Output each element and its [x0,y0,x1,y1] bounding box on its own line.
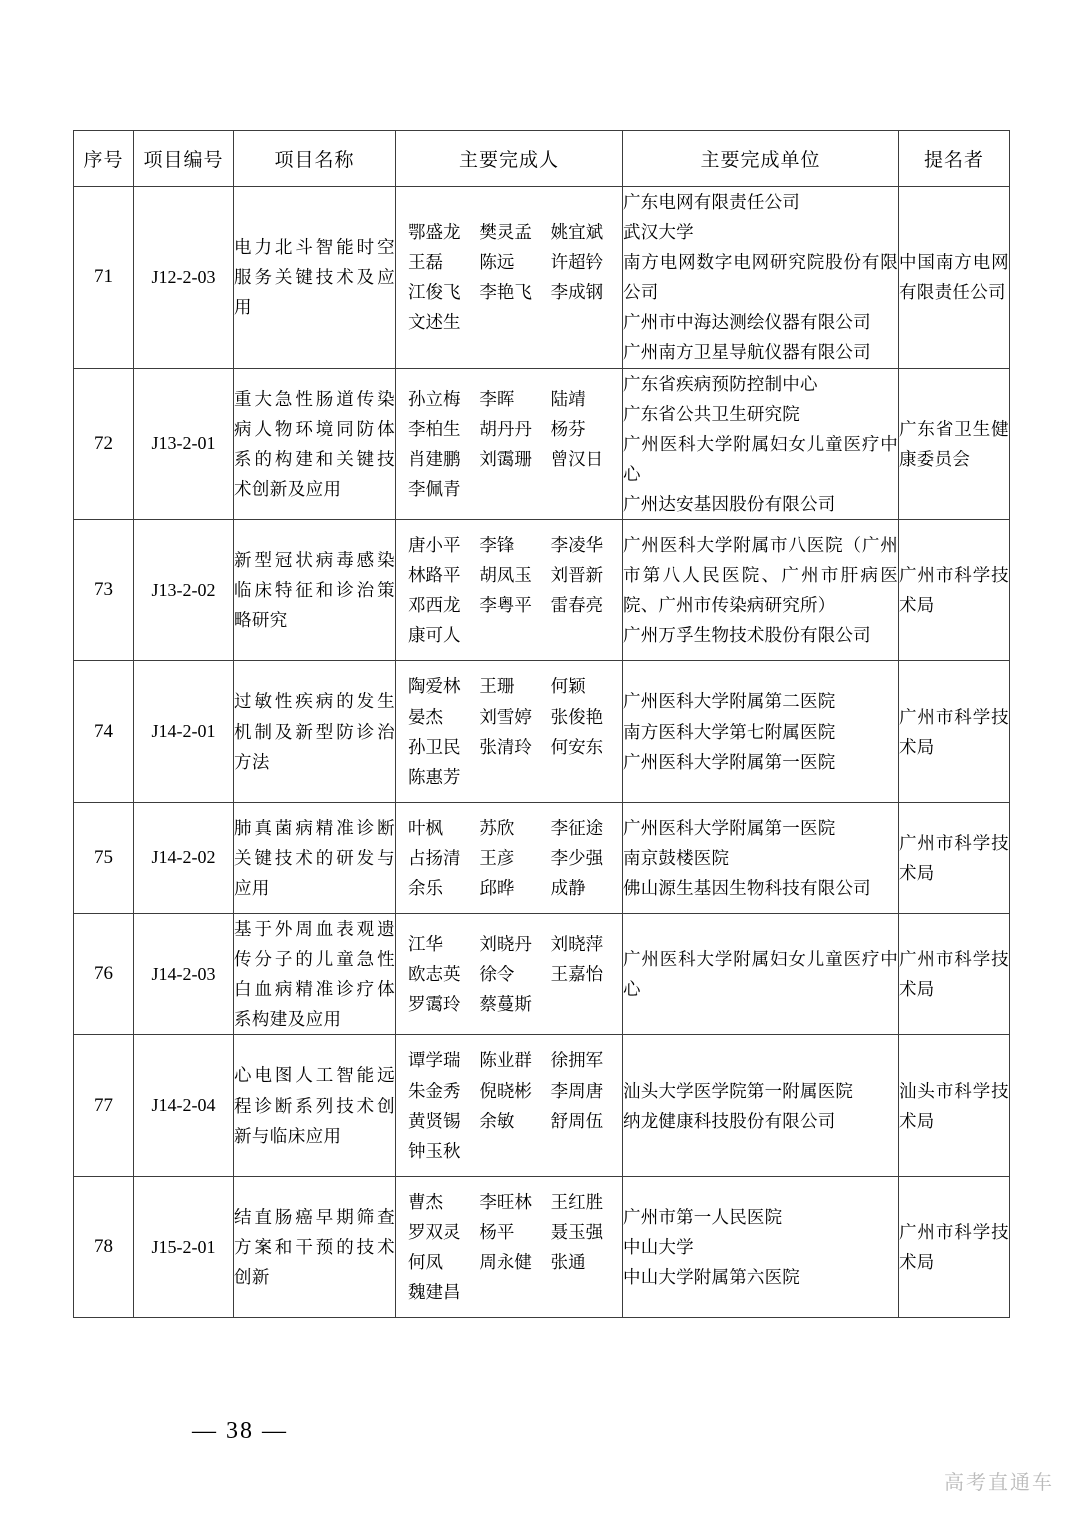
cell-nominator: 广州市科学技术局 [899,661,1010,802]
person-name: 魏建昌 [408,1282,461,1303]
person-name: 叶枫 [408,817,443,838]
cell-units [623,914,899,1035]
person-name: 李晖 [479,388,515,409]
cell-nominator: 汕头市科学技术局 [899,1035,1010,1176]
person-name: 肖建鹏 [408,448,461,469]
person-name: 张清玲 [479,736,532,757]
people-grid [396,661,622,801]
person-name: 陈业群 [479,1050,532,1071]
column-header-index: 序号 [74,131,134,187]
person-name: 徐令 [479,964,515,985]
person-name: 何安东 [550,736,604,757]
person-name: 苏欣 [479,817,515,838]
cell-nominator: 广州市科学技术局 [899,802,1010,913]
person-name: 王嘉怡 [550,964,604,985]
unit-name: 中山大学 [623,1236,694,1257]
unit-name: 广州市中海达测绘仪器有限公司 [623,312,871,333]
column-header-people: 主要完成人 [396,131,623,187]
watermark: 高考直通车 [944,1472,1054,1494]
person-name: 杨芬 [550,418,586,439]
people-grid [396,207,622,347]
cell-index: 78 [74,1176,134,1317]
table-row [74,1035,1010,1176]
cell-project-name: 肺真菌病精准诊断关键技术的研发与应用 [234,802,396,913]
cell-project-code: J14-2-01 [134,661,234,802]
cell-units [623,1035,899,1176]
unit-name: 广东电网有限责任公司 [623,192,800,212]
person-name: 晏杰 [408,706,443,727]
cell-project-name: 电力北斗智能时空服务关键技术及应用 [234,187,396,369]
person-name: 邱晔 [479,877,515,898]
cell-nominator: 广州市科学技术局 [899,914,1010,1035]
cell-project-code: J12-2-03 [134,187,234,369]
person-name: 江俊飞 [408,282,461,303]
person-name: 谭学瑞 [408,1050,461,1071]
person-name: 胡凤玉 [479,565,532,586]
person-name: 李征途 [550,817,604,838]
column-header-code: 项目编号 [134,131,234,187]
person-name: 孙卫民 [408,736,461,757]
table-row [74,520,1010,661]
cell-index: 72 [74,368,134,519]
people-grid [396,1177,622,1317]
unit-name: 中山大学附属第六医院 [623,1267,800,1288]
cell-nominator: 中国南方电网有限责任公司 [899,187,1010,369]
cell-project-name: 重大急性肠道传染病人物环境同防体系的构建和关键技术创新及应用 [234,368,396,519]
unit-name: 广东省疾病预防控制中心 [623,373,818,394]
unit-name: 广州万孚生物技术股份有限公司 [623,625,871,646]
cell-units [623,368,899,519]
table-row [74,368,1010,519]
person-name: 成静 [550,877,586,898]
unit-name: 广州医科大学附属市八医院（广州市第八人民医院、广州市肝病医院、广州市传染病研究所） [623,535,898,616]
people-grid [396,374,622,514]
person-name: 姚宜斌 [550,222,604,243]
people-grid [396,803,622,913]
person-name: 鄂盛龙 [408,222,461,243]
person-name: 李柏生 [408,418,461,439]
person-name: 唐小平 [408,535,461,556]
person-name: 李成钢 [550,282,604,303]
person-name: 余乐 [408,877,443,898]
person-name: 欧志英 [408,964,461,985]
person-name: 李粤平 [479,595,532,616]
unit-name: 汕头大学医学院第一附属医院 [623,1080,854,1101]
cell-index: 71 [74,187,134,369]
table-row [74,914,1010,1035]
cell-project-code: J13-2-02 [134,520,234,661]
cell-units [623,802,899,913]
person-name: 舒周伍 [550,1110,604,1131]
unit-name: 广州南方卫星导航仪器有限公司 [623,342,871,363]
cell-index: 76 [74,914,134,1035]
unit-name: 广州市第一人民医院 [623,1206,783,1227]
cell-project-name: 结直肠癌早期筛查方案和干预的技术创新 [234,1176,396,1317]
unit-name: 南京鼓楼医院 [623,847,730,868]
person-name: 陆靖 [550,388,586,409]
cell-people [396,661,623,802]
person-name: 曾汉日 [550,448,604,469]
page-number: — 38 — [192,1418,288,1444]
person-name: 张通 [550,1252,586,1272]
person-name: 张俊艳 [550,706,604,727]
unit-name: 广州医科大学附属妇女儿童医疗中心 [623,433,898,484]
person-name: 何颖 [550,676,586,697]
person-name: 何凤 [408,1252,443,1272]
cell-project-code: J14-2-02 [134,802,234,913]
people-grid [396,520,622,660]
unit-name: 广州医科大学附属第一医院 [623,817,836,838]
unit-name: 纳龙健康科技股份有限公司 [623,1110,836,1131]
cell-project-code: J13-2-01 [134,368,234,519]
person-name: 刘晋新 [550,565,604,586]
unit-name: 南方医科大学第七附属医院 [623,721,836,742]
person-name: 许超钤 [550,252,604,273]
cell-units [623,187,899,369]
cell-project-code: J14-2-04 [134,1035,234,1176]
unit-name: 广州医科大学附属妇女儿童医疗中心 [623,949,898,1000]
unit-name: 广州医科大学附属第一医院 [623,751,836,772]
person-name: 林路平 [408,565,461,586]
table-row [74,661,1010,802]
person-name: 王红胜 [550,1191,604,1212]
table-row [74,1176,1010,1317]
cell-people [396,520,623,661]
person-name: 黄贤锡 [408,1110,461,1131]
person-name: 陈惠芳 [408,766,461,787]
person-name: 胡丹丹 [479,418,532,439]
person-name: 刘晓萍 [550,934,604,955]
column-header-units: 主要完成单位 [623,131,899,187]
person-name: 蔡蔓斯 [479,994,532,1015]
person-name: 余敏 [479,1110,515,1131]
person-name: 樊灵孟 [479,222,532,243]
table-row [74,187,1010,369]
cell-units [623,661,899,802]
column-header-name: 项目名称 [234,131,396,187]
cell-people [396,1176,623,1317]
cell-nominator: 广州市科学技术局 [899,1176,1010,1317]
cell-project-name: 新型冠状病毒感染临床特征和诊治策略研究 [234,520,396,661]
person-name: 钟玉秋 [408,1140,461,1161]
cell-project-code: J15-2-01 [134,1176,234,1317]
unit-name: 武汉大学 [623,222,694,243]
person-name: 罗霭玲 [408,994,461,1015]
cell-project-code: J14-2-03 [134,914,234,1035]
person-name: 孙立梅 [408,388,461,409]
person-name: 倪晓彬 [479,1080,532,1101]
award-projects-table [73,130,1010,1318]
cell-nominator: 广东省卫生健康委员会 [899,368,1010,519]
unit-name: 南方电网数字电网研究院股份有限公司 [623,252,898,303]
person-name: 曹杰 [408,1191,443,1212]
person-name: 李艳飞 [479,282,532,303]
cell-people [396,914,623,1035]
table-header-row [74,131,1010,187]
cell-index: 73 [74,520,134,661]
cell-units [623,520,899,661]
unit-name: 佛山源生基因生物科技有限公司 [623,877,871,898]
table-row [74,802,1010,913]
person-name: 王彦 [479,847,515,868]
person-name: 王磊 [408,252,443,273]
cell-people [396,802,623,913]
person-name: 李锋 [479,535,515,556]
person-name: 刘霭珊 [479,448,532,469]
person-name: 文述生 [408,312,461,333]
cell-project-name: 基于外周血表观遗传分子的儿童急性白血病精准诊疗体系构建及应用 [234,914,396,1035]
person-name: 聂玉强 [550,1221,604,1242]
cell-index: 77 [74,1035,134,1176]
person-name: 杨平 [479,1221,515,1242]
person-name: 徐拥军 [550,1050,604,1071]
cell-people [396,368,623,519]
cell-index: 74 [74,661,134,802]
cell-index: 75 [74,802,134,913]
cell-project-name: 心电图人工智能远程诊断系列技术创新与临床应用 [234,1035,396,1176]
person-name: 李旺林 [479,1191,532,1212]
person-name: 刘雪婷 [479,706,532,727]
people-grid [396,1035,622,1175]
person-name: 李少强 [550,847,604,868]
person-name: 雷春亮 [550,595,604,616]
unit-name: 广东省公共卫生研究院 [623,403,800,424]
person-name: 占扬清 [408,847,461,868]
cell-project-name: 过敏性疾病的发生机制及新型防诊治方法 [234,661,396,802]
cell-people [396,187,623,369]
column-header-nominator: 提名者 [899,131,1010,187]
unit-name: 广州达安基因股份有限公司 [623,493,836,514]
person-name: 李凌华 [550,535,604,556]
cell-units [623,1176,899,1317]
person-name: 康可人 [408,625,461,646]
unit-name: 广州医科大学附属第二医院 [623,691,836,712]
person-name: 陶爱林 [408,676,461,697]
cell-nominator: 广州市科学技术局 [899,520,1010,661]
person-name: 陈远 [479,252,515,273]
person-name: 李周唐 [550,1080,604,1101]
person-name: 王珊 [479,676,515,697]
cell-people [396,1035,623,1176]
people-grid [396,919,622,1029]
person-name: 邓西龙 [408,595,461,616]
person-name: 罗双灵 [408,1221,461,1242]
person-name: 李佩青 [408,478,461,499]
person-name: 周永健 [479,1252,532,1272]
person-name: 刘晓丹 [479,934,532,955]
person-name: 朱金秀 [408,1080,461,1101]
table-body [74,187,1010,1318]
person-name: 江华 [408,934,443,955]
